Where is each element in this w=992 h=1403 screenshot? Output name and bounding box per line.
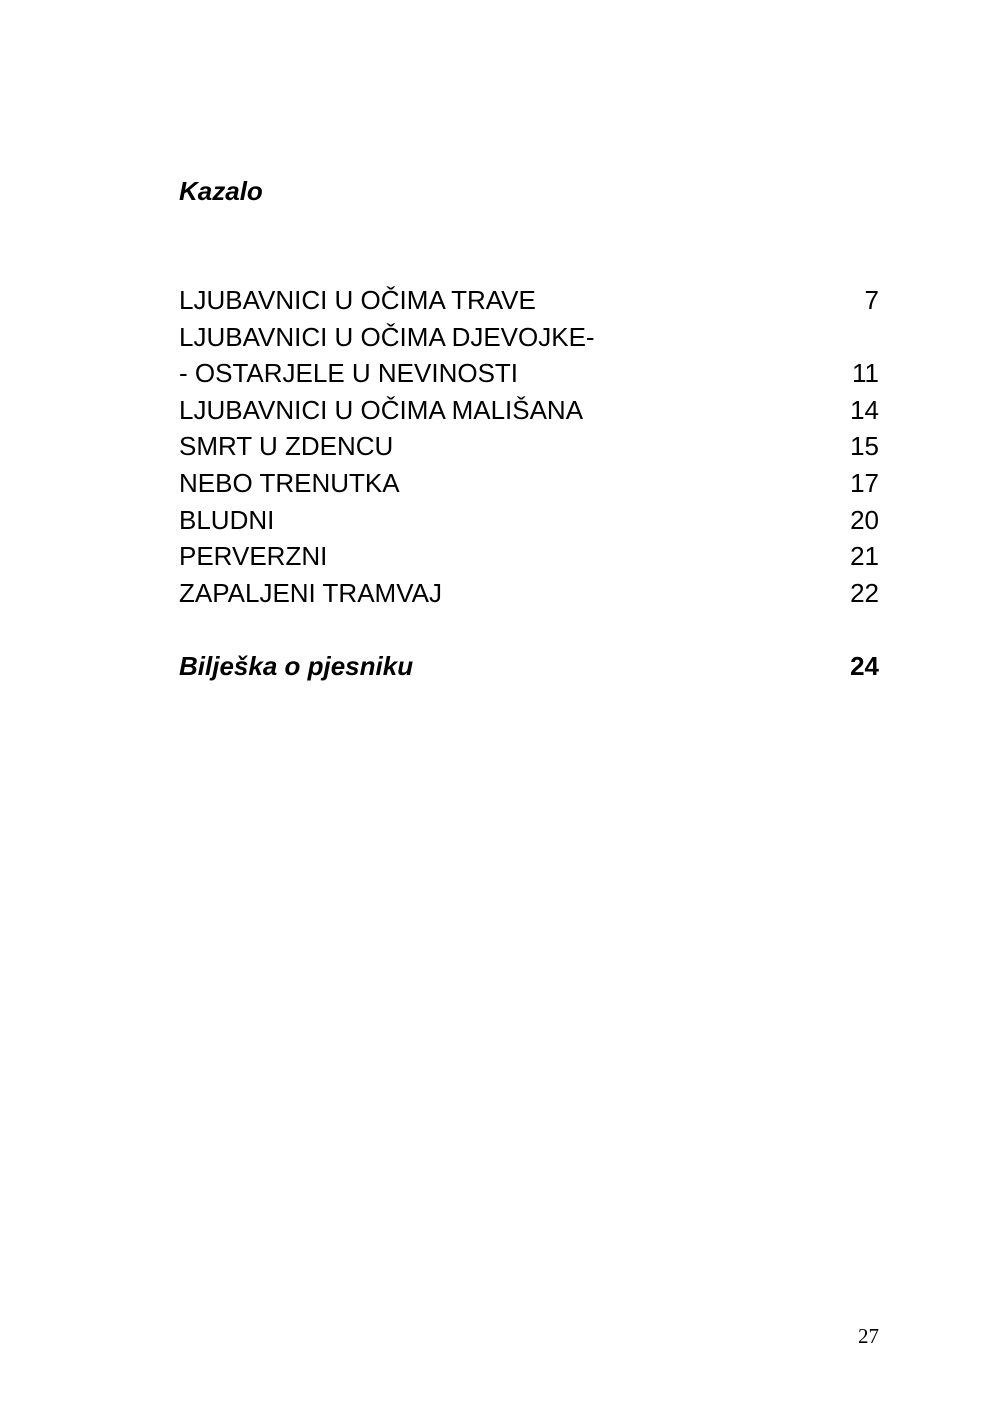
toc-entry-page: 24 <box>850 651 879 681</box>
toc-entry-title: LJUBAVNICI U OČIMA TRAVE <box>179 285 536 315</box>
toc-entry-title: BLUDNI <box>179 504 275 535</box>
toc-entry-title: LJUBAVNICI U OČIMA DJEVOJKE- <box>179 321 595 352</box>
toc-entry-page: 22 <box>850 577 879 608</box>
page-number: 27 <box>858 1324 879 1348</box>
toc-entry-page: 11 <box>852 358 879 389</box>
toc-entry-title: PERVERZNI <box>179 541 328 572</box>
toc-entry-title: Bilješka o pjesniku <box>179 651 414 681</box>
toc-entry-author-note <box>179 648 879 684</box>
toc-entry-page: 7 <box>864 285 879 315</box>
toc-entry <box>179 319 879 356</box>
table-of-contents <box>179 282 879 611</box>
toc-entry-page: 20 <box>850 504 879 535</box>
toc-entry <box>179 575 879 612</box>
toc-entry-page: 21 <box>850 541 879 572</box>
toc-entry-title: NEBO TRENUTKA <box>179 467 400 498</box>
toc-entry <box>179 538 879 575</box>
toc-entry <box>179 428 879 465</box>
toc-entry <box>179 355 879 392</box>
toc-entry-page: 15 <box>850 431 879 462</box>
toc-entry <box>179 465 879 502</box>
toc-entry-title: SMRT U ZDENCU <box>179 431 394 462</box>
toc-entry-title: LJUBAVNICI U OČIMA MALIŠANA <box>179 394 584 425</box>
toc-entry-title: ZAPALJENI TRAMVAJ <box>179 577 442 608</box>
toc-entry-page: 14 <box>850 394 879 425</box>
toc-entry <box>179 392 879 429</box>
toc-entry-page: 17 <box>850 467 879 498</box>
toc-entry <box>179 282 879 319</box>
toc-entry <box>179 502 879 539</box>
toc-entry-title: - OSTARJELE U NEVINOSTI <box>179 358 519 389</box>
page-title: Kazalo <box>179 176 263 206</box>
